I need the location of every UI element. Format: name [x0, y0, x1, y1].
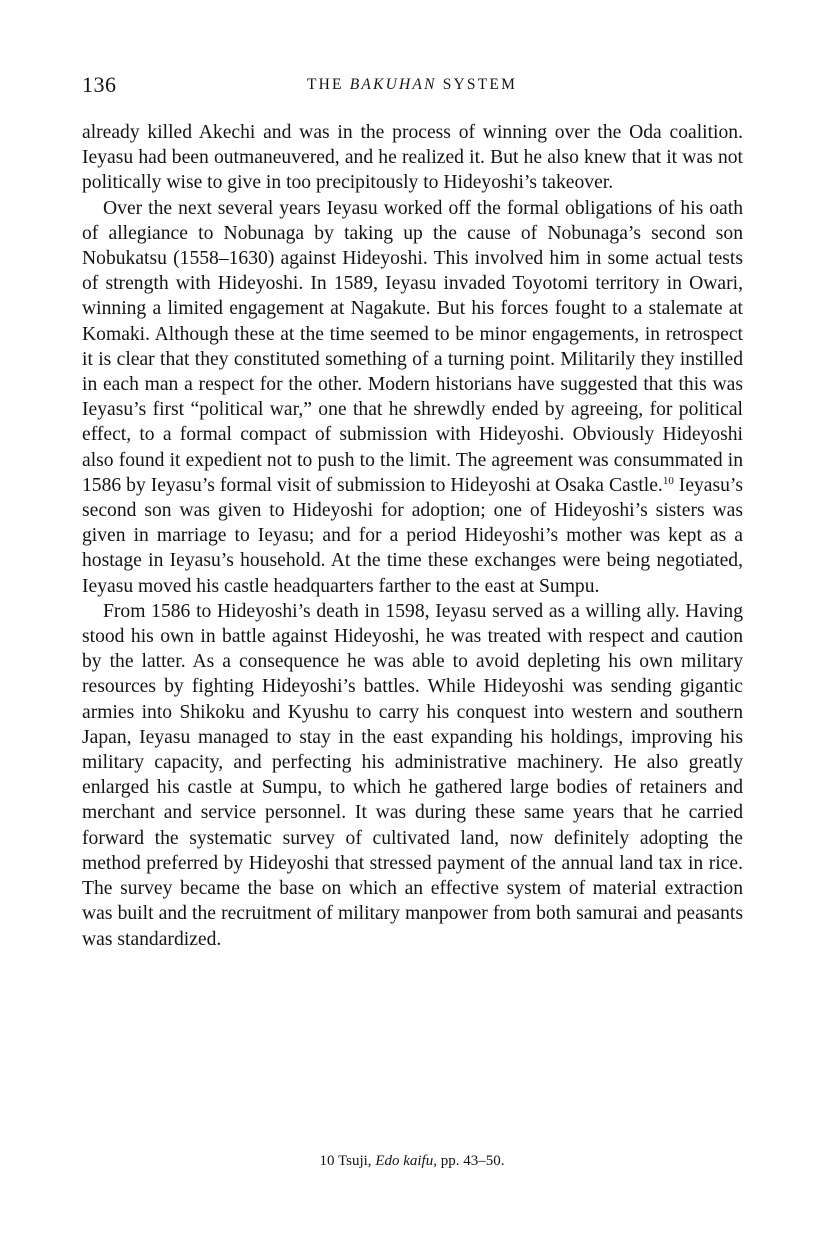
- running-header: [82, 72, 742, 100]
- footnote-reference: 10: [662, 474, 674, 487]
- footnote-number: 10: [319, 1153, 335, 1169]
- footnote-author: Tsuji,: [338, 1153, 372, 1169]
- running-head-post: SYSTEM: [436, 76, 518, 93]
- paragraph-3: [82, 599, 743, 952]
- paragraph-1-text: already killed Akechi and was in the process of winning over the Oda coalition. Ieyasu had been outmaneuvered, and he realized it. But he also knew that it was not politically wise to give in too precipitously to Hideyoshi’s takeover.: [82, 122, 743, 194]
- running-head: [82, 76, 742, 94]
- running-head-pre: THE: [306, 76, 350, 93]
- page-number: 136: [82, 72, 117, 97]
- paragraph-3-text: From 1586 to Hideyoshi’s death in 1598, Ieyasu served as a willing ally. Having stood his own in battle against Hideyoshi, he was treated with respect and caution by the latter. As a consequence he was able to avoid depleting his own military resources by fighting Hideyoshi’s battles. While Hideyoshi was sending gigantic armies into Shikoku and Kyushu to carry his conquest into western and southern Japan, Ieyasu managed to stay in the east expanding his holdings, improving his military capacity, and perfecting his administrative machinery. He also greatly enlarged his castle at Sumpu, to which he gathered large bodies of retainers and merchant and service personnel. It was during these same years that he carried forward the systematic survey of cultivated land, now definitely adopting the method preferred by Hideyoshi that stressed payment of the annual land tax in rice. The survey became the base on which an effective system of material extraction was built and the recruitment of military manpower from both samurai and peasants was standardized.: [82, 600, 743, 950]
- running-head-italic: BAKUHAN: [349, 76, 437, 93]
- paragraph-2: [82, 196, 743, 599]
- paragraph-2-text-continued: Ieyasu’s second son was given to Hideyoshi for adoption; one of Hideyoshi’s sisters was given in marriage to Ieyasu; and for a period Hideyoshi’s mother was kept as a hostage in Ieyasu’s household. At the time these exchanges were being negotiated, Ieyasu moved his castle headquarters farther to the east at Sumpu.: [82, 474, 743, 597]
- paragraph-2-text: Over the next several years Ieyasu worked off the formal obligations of his oath of allegiance to Nobunaga by taking up the cause of Nobunaga’s second son Nobukatsu (1558–1630) against Hideyoshi. This involved him in some actual tests of strength with Hideyoshi. In 1589, Ieyasu invaded Toyotomi territory in Owari, winning a limited engagement at Nagakute. But his forces fought to a stalemate at Komaki. Although these at the time seemed to be minor engagements, in retrospect it is clear that they constituted something of a turning point. Militarily they instilled in each man a respect for the other. Modern historians have suggested that this was Ieyasu’s first “political war,” one that he shrewdly ended by agreeing, for political effect, to a formal compact of submission with Hideyoshi. Obviously Hideyoshi also found it expedient not to push to the limit. The agreement was consummated in 1586 by Ieyasu’s formal visit of submission to Hideyoshi at Osaka Castle.: [82, 197, 743, 496]
- body-text: [82, 120, 743, 952]
- footnote-pages: pp. 43–50.: [440, 1153, 505, 1169]
- paragraph-1: [82, 120, 743, 196]
- footnote: [82, 1153, 742, 1170]
- footnote-title: Edo kaifu,: [375, 1153, 437, 1169]
